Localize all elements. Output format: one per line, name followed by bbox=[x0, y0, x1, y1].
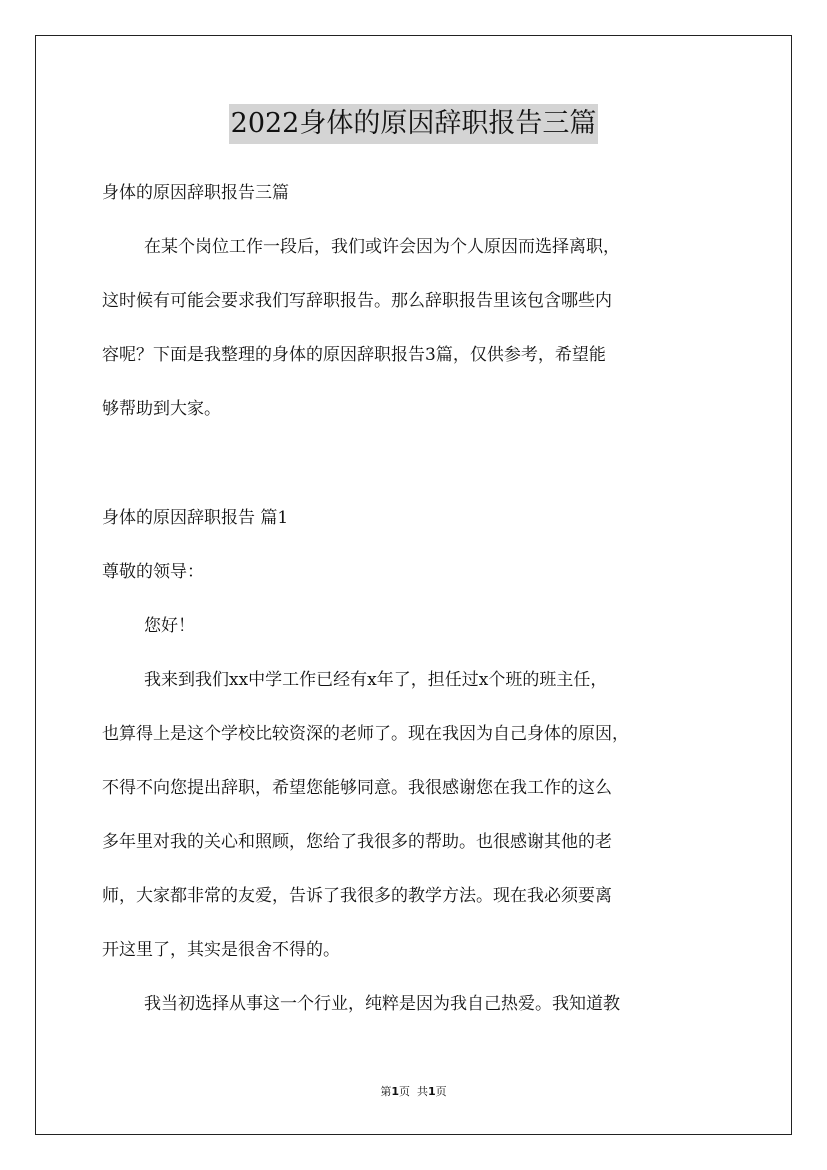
document-subtitle: 身体的原因辞职报告三篇 bbox=[102, 183, 289, 203]
body-line: 我来到我们xx中学工作已经有x年了，担任过x个班的班主任， bbox=[144, 670, 608, 690]
footer-total-suffix: 页 bbox=[435, 1085, 447, 1098]
body-line: 开这里了，其实是很舍不得的。 bbox=[102, 940, 340, 960]
footer-total-pages: 1 bbox=[428, 1085, 436, 1098]
footer-page-prefix: 第 bbox=[380, 1085, 392, 1098]
footer-page-suffix: 页 bbox=[399, 1085, 410, 1098]
body-line: 不得不向您提出辞职，希望您能够同意。我很感谢您在我工作的这么 bbox=[102, 778, 612, 798]
intro-line: 够帮助到大家。 bbox=[102, 399, 221, 419]
body-line: 多年里对我的关心和照顾，您给了我很多的帮助。也很感谢其他的老 bbox=[102, 832, 612, 852]
body-line: 我当初选择从事这一个行业，纯粹是因为我自己热爱。我知道教 bbox=[144, 994, 620, 1014]
document-title: 2022身体的原因辞职报告三篇 bbox=[0, 102, 827, 144]
intro-line: 这时候有可能会要求我们写辞职报告。那么辞职报告里该包含哪些内 bbox=[102, 291, 612, 311]
footer-page-number: 1 bbox=[391, 1085, 399, 1098]
section-heading: 身体的原因辞职报告 篇1 bbox=[102, 508, 289, 528]
intro-line: 在某个岗位工作一段后，我们或许会因为个人原因而选择离职， bbox=[144, 237, 620, 257]
intro-line: 容呢？下面是我整理的身体的原因辞职报告3篇，仅供参考，希望能 bbox=[102, 345, 606, 365]
page-footer bbox=[0, 1084, 827, 1100]
body-line: 师，大家都非常的友爱，告诉了我很多的教学方法。现在我必须要离 bbox=[102, 886, 612, 906]
greeting: 您好！ bbox=[144, 616, 195, 636]
salutation: 尊敬的领导： bbox=[102, 562, 204, 582]
footer-total-prefix: 共 bbox=[417, 1085, 428, 1098]
body-line: 也算得上是这个学校比较资深的老师了。现在我因为自己身体的原因， bbox=[102, 724, 629, 744]
